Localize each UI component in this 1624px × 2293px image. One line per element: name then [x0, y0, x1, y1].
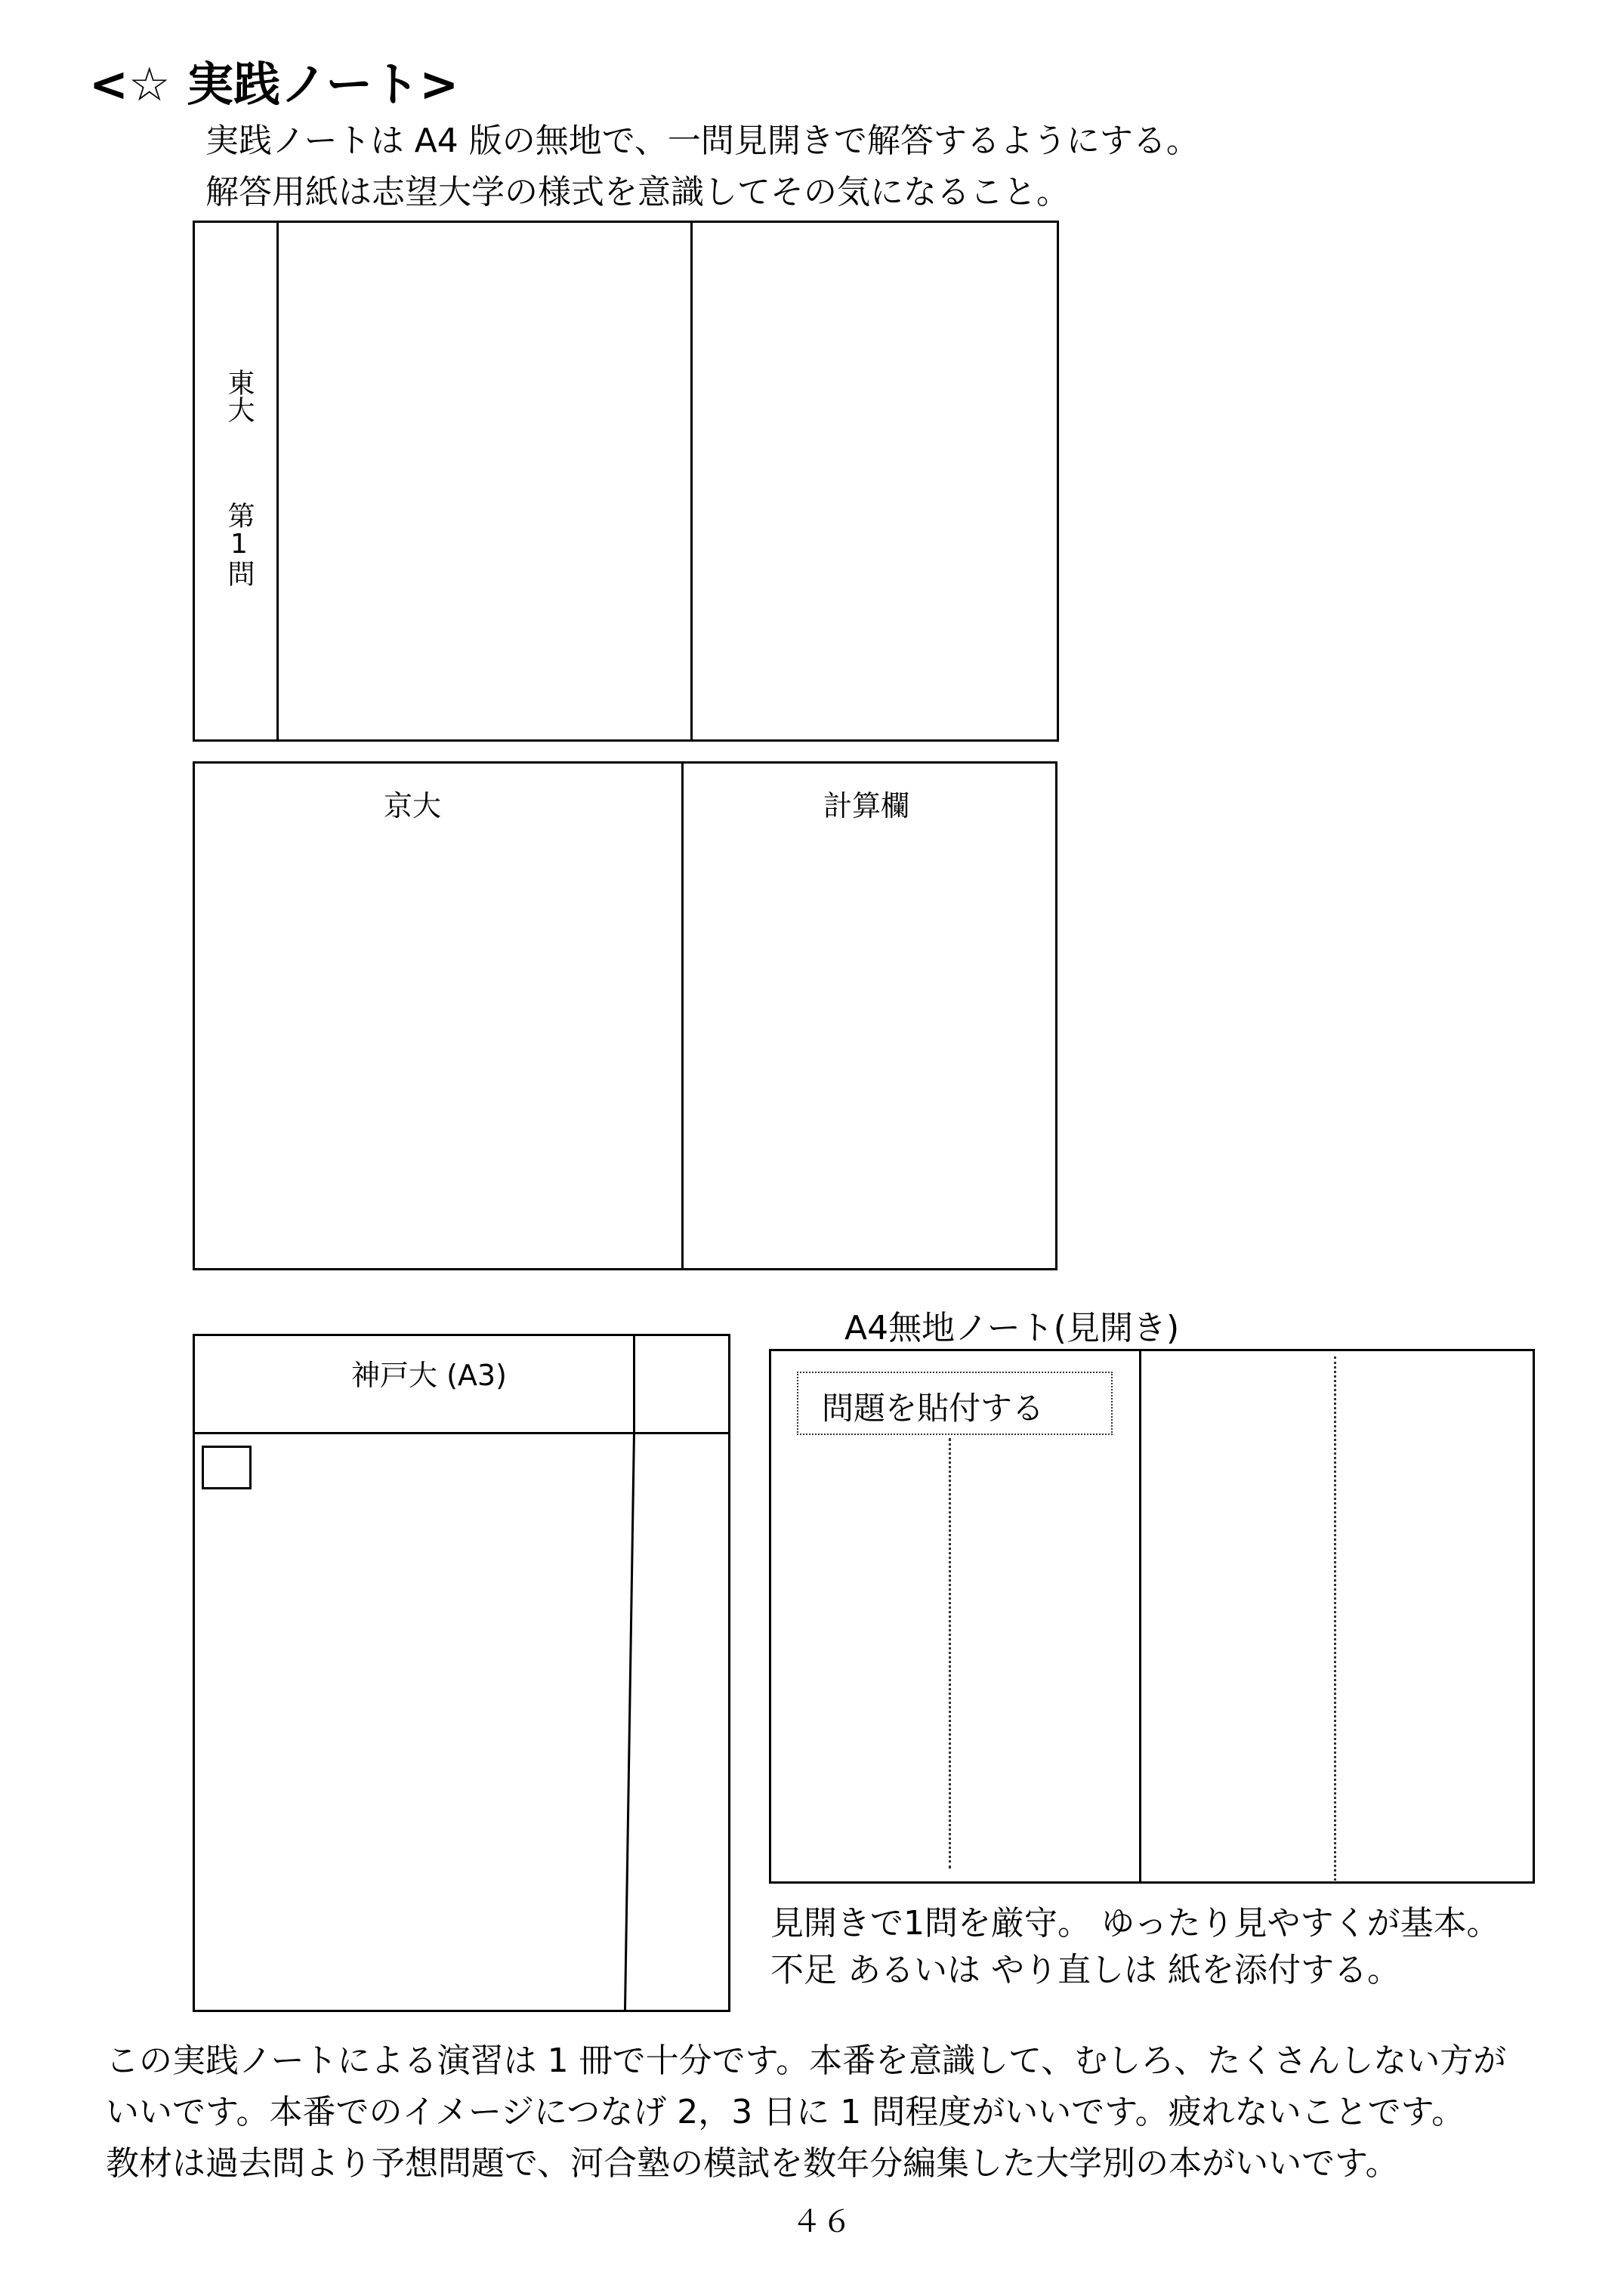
intro-line-2: 解答用紙は志望大学の様式を意識してその気になること。	[205, 173, 1070, 211]
a4-notebook-title: A4無地ノート(見開き)	[844, 1309, 1180, 1347]
page-heading: <☆ 実践ノート>	[89, 57, 459, 112]
footer-line-1: この実践ノートによる演習は 1 冊で十分です。本番を意識して、むしろ、たくさんしない方が	[106, 2041, 1507, 2080]
kobe-label: 神戸大 (A3)	[351, 1359, 507, 1392]
a4-note-line-2: 不足 あるいは やり直しは 紙を添付する。	[770, 1951, 1400, 1989]
todai-label: 東大	[224, 369, 255, 423]
footer-line-2: いいです。本番でのイメージにつなげ 2，3 日に 1 問程度がいいです。疲れないことです。	[106, 2093, 1465, 2131]
todai-answer-sheet	[193, 221, 1059, 742]
kobe-answer-sheet	[193, 1334, 730, 2012]
question-number-box	[202, 1446, 252, 1489]
kobe-header-divider	[633, 1335, 635, 1432]
todai-divider-center	[690, 221, 693, 742]
kobe-header-line	[193, 1432, 730, 1434]
footer-line-3: 教材は過去問より予想問題で、河合塾の模試を数年分編集した大学別の本がいいです。	[106, 2144, 1399, 2183]
kyodai-answer-sheet	[193, 761, 1057, 1270]
a4-note-line-1: 見開きで1問を厳守。 ゆったり見やすくが基本。	[770, 1904, 1500, 1943]
notebook-spine	[1139, 1350, 1141, 1882]
calculation-column-label: 計算欄	[823, 789, 910, 822]
kyodai-divider	[681, 763, 684, 1269]
left-page-dotted-divider	[949, 1438, 951, 1869]
paste-problem-label: 問題を貼付する	[822, 1390, 1045, 1427]
todai-divider-left	[276, 221, 279, 740]
intro-line-1: 実践ノートは A4 版の無地で、一問見開きで解答するようにする。	[205, 122, 1199, 160]
kyodai-label: 京大	[384, 789, 442, 822]
right-page-dotted-divider	[1334, 1356, 1336, 1881]
todai-question-label: 第1問	[224, 501, 255, 587]
page-number: ４６	[792, 2205, 852, 2239]
